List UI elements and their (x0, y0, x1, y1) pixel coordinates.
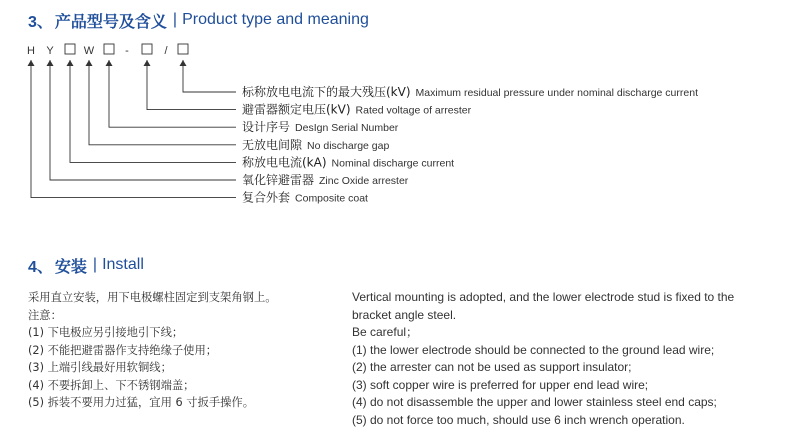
title-separator: | (172, 11, 178, 28)
code-character: / (164, 45, 168, 57)
legend-label-en: DesIgn Serial Number (295, 122, 399, 135)
install-line: (3) 上端引线最好用软铜线； (28, 361, 172, 374)
legend-label-en: Nominal discharge current (331, 157, 455, 170)
arrow-up-icon (144, 60, 151, 66)
install-line: (1) the lower electrode should be connected to the ground lead wire; (352, 342, 715, 357)
arrow-up-icon (67, 60, 74, 66)
install-line: (4) 不要拆卸上、下不锈钢端盖； (28, 378, 195, 392)
legend-label-en: Composite coat (295, 192, 368, 205)
install-line: 采用直立安装，用下电极螺柱固定到支架角钢上。 (28, 291, 277, 304)
install-line: (5) 拆装不要用力过猛，宜用 6 寸扳手操作。 (28, 396, 255, 409)
install-line: Vertical mounting is adopted, and the lower electrode stud is fixed to the (352, 290, 735, 304)
code-placeholder-box (65, 44, 75, 54)
arrow-up-icon (106, 60, 113, 66)
legend-item (242, 172, 409, 187)
arrow-up-icon (28, 60, 35, 66)
legend-label-en: Maximum residual pressure under nominal discharge current (415, 87, 698, 99)
title-separator: | (92, 256, 98, 273)
leader-lines (28, 60, 237, 198)
legend-item (242, 190, 368, 205)
legend-item (242, 137, 389, 152)
code-character: Y (46, 45, 54, 57)
section-title-cn: 产品型号及含义 (54, 13, 167, 31)
section-title-en: Product type and meaning (182, 11, 369, 28)
leader-line (31, 60, 236, 198)
install-line: (4) do not disassemble the upper and lower stainless steel end caps; (352, 395, 717, 409)
legend-label-cn: 避雷器额定电压(kV) (242, 102, 351, 117)
legend-label-en: No discharge gap (307, 139, 390, 152)
model-code-legend (242, 84, 698, 205)
legend-label-cn: 无放电间隙 (242, 137, 303, 152)
code-character: H (27, 45, 35, 57)
section-number: 4、 (28, 258, 53, 276)
model-code (27, 44, 188, 57)
section-title-cn: 安装 (54, 258, 87, 276)
leader-line (147, 60, 236, 110)
install-line: Be careful； (352, 325, 419, 339)
install-line: (5) do not force too much, should use 6 inch wrench operation. (352, 412, 685, 427)
install-line: (2) 不能把避雷器作支持绝缘子使用； (28, 343, 218, 357)
model-code-diagram (0, 38, 800, 218)
code-character: - (125, 45, 129, 57)
section-title-en: Install (102, 256, 144, 273)
legend-label-cn: 称放电电流(kA) (242, 155, 327, 170)
legend-label-cn: 标称放电电流下的最大残压(kV) (242, 85, 411, 99)
legend-label-cn: 氧化锌避雷器 (242, 173, 315, 187)
arrow-up-icon (180, 60, 187, 66)
arrow-up-icon (86, 60, 93, 66)
code-character: W (83, 45, 95, 57)
section-number: 3、 (28, 13, 53, 31)
legend-label-en: Rated voltage of arrester (355, 104, 472, 117)
install-line: bracket angle steel. (352, 307, 457, 322)
section-3-heading (28, 8, 369, 32)
legend-item (242, 84, 698, 99)
install-line: 注意： (28, 308, 62, 322)
arrow-up-icon (47, 60, 54, 66)
leader-line (89, 60, 236, 145)
code-placeholder-box (178, 44, 188, 54)
install-instructions-cn (28, 289, 277, 412)
install-instructions-en (352, 289, 734, 429)
code-placeholder-box (104, 44, 114, 54)
leader-line (109, 60, 236, 127)
legend-label-en: Zinc Oxide arrester (319, 175, 409, 187)
install-line: (2) the arrester can not be used as support insulator; (352, 360, 632, 374)
legend-label-cn: 复合外套 (242, 190, 291, 205)
install-line: (3) soft copper wire is preferred for upper end lead wire; (352, 377, 649, 392)
legend-item (242, 119, 399, 134)
leader-line (183, 60, 236, 92)
section-4-heading (28, 253, 144, 277)
legend-item (242, 154, 454, 169)
install-line: (1) 下电极应另引接地引下线； (28, 326, 184, 339)
legend-item (242, 102, 472, 117)
legend-label-cn: 设计序号 (242, 120, 291, 135)
leader-line (70, 60, 236, 162)
code-placeholder-box (142, 44, 152, 54)
